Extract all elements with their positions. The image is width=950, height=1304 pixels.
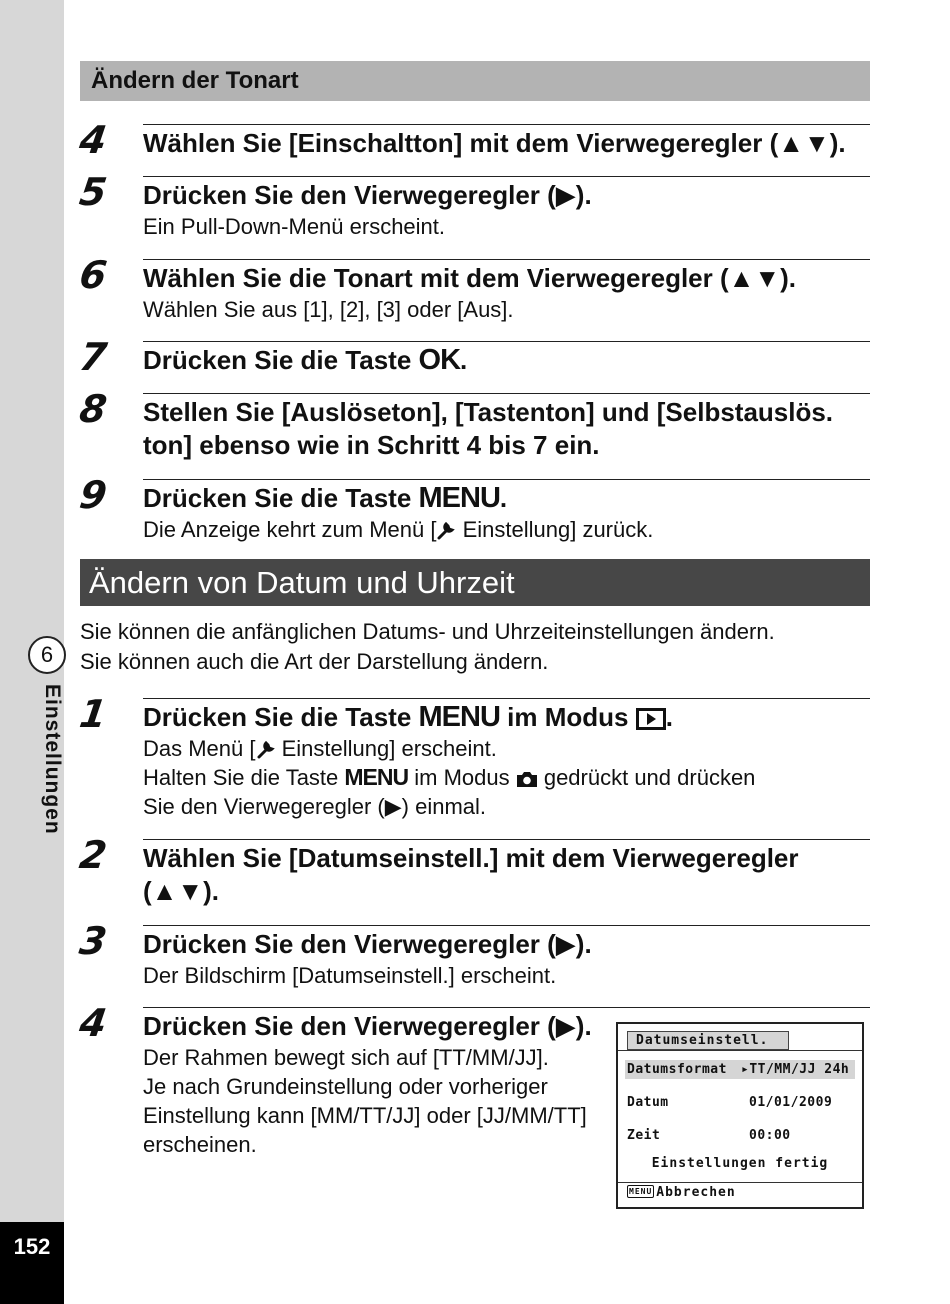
step-description	[143, 515, 870, 544]
row-value: ▸TT/MM/JJ 24h	[741, 1062, 850, 1077]
step-description-line-1: Der Rahmen bewegt sich auf [TT/MM/JJ].	[143, 1045, 549, 1070]
menu-button-icon: MENU	[418, 701, 500, 733]
step-number: 1	[76, 692, 110, 736]
menu-button-icon: MENU	[418, 482, 500, 514]
menu-badge-icon: MENU	[629, 1187, 653, 1196]
step-title-line-2: (▲▼).	[143, 876, 220, 906]
step-number: 6	[76, 253, 110, 297]
cancel-label: Abbrechen	[656, 1185, 736, 1200]
step-number: 9	[76, 473, 110, 517]
step-title: Drücken Sie den Vierwegeregler (▶).	[143, 929, 592, 959]
wrench-icon	[256, 740, 276, 760]
step-description-line-3: Einstellung kann [MM/TT/JJ] oder [JJ/MM/TT]	[143, 1103, 587, 1128]
chapter-number: 6	[28, 636, 66, 674]
desc-text-end: Einstellung] erscheint.	[275, 736, 497, 761]
row-label: Datum	[627, 1095, 669, 1110]
title-text-end: .	[665, 702, 673, 732]
step-title-line-1: Wählen Sie [Datumseinstell.] mit dem Vierwegeregler	[143, 843, 799, 873]
title-text: Drücken Sie die Taste	[143, 702, 419, 732]
row-value: 00:00	[749, 1128, 791, 1143]
screen-row-date	[625, 1093, 855, 1112]
title-text-end: .	[499, 483, 508, 513]
section-intro	[80, 617, 880, 677]
step-title: Wählen Sie die Tonart mit dem Vierwegeregler (▲▼).	[143, 263, 796, 293]
step-title: Wählen Sie [Einschaltton] mit dem Vierwegeregler (▲▼).	[143, 128, 846, 158]
step-title	[143, 701, 870, 734]
chapter-sidebar	[0, 0, 64, 1304]
step-number: 5	[76, 170, 110, 214]
desc-text-end: gedrückt und drücken	[537, 765, 756, 790]
screen-divider	[618, 1050, 862, 1051]
step-description: Wählen Sie aus [1], [2], [3] oder [Aus].	[143, 297, 514, 322]
step-number: 4	[76, 1001, 110, 1045]
desc-text: Das Menü [	[143, 736, 256, 761]
menu-button-icon: MENU	[344, 764, 409, 790]
step-number: 8	[76, 387, 110, 431]
subsection-heading: Ändern der Tonart	[80, 61, 870, 101]
screen-row-date-format	[625, 1060, 855, 1079]
step-description-3: Sie den Vierwegeregler (▶) einmal.	[143, 794, 487, 819]
screen-cancel	[627, 1185, 736, 1200]
ok-button-icon: OK	[418, 344, 461, 376]
step-description-line-2: Je nach Grundeinstellung oder vorheriger	[143, 1074, 548, 1099]
desc-text: Halten Sie die Taste	[143, 765, 345, 790]
row-label: Datumsformat	[627, 1062, 727, 1077]
desc-text: Die Anzeige kehrt zum Menü [	[143, 517, 437, 542]
step-description-line-4: erscheinen.	[143, 1132, 257, 1157]
intro-line-2: Sie können auch die Art der Darstellung ändern.	[80, 649, 549, 674]
step-title: Drücken Sie den Vierwegeregler (▶).	[143, 1011, 592, 1041]
step-number: 7	[76, 335, 110, 379]
row-label: Zeit	[627, 1128, 661, 1143]
screen-row-time	[625, 1126, 855, 1145]
step-title	[143, 482, 870, 515]
camera-icon	[516, 770, 538, 788]
title-text: Drücken Sie die Taste	[143, 483, 419, 513]
intro-line-1: Sie können die anfänglichen Datums- und Uhrzeiteinstellungen ändern.	[80, 619, 775, 644]
step-number: 2	[76, 833, 110, 877]
desc-text-mid: im Modus	[408, 765, 516, 790]
screen-settings-done: Einstellungen fertig	[651, 1156, 829, 1171]
step-title-line-1: Stellen Sie [Auslöseton], [Tastenton] und [Selbstauslös.	[143, 397, 834, 427]
chapter-label: Einstellungen	[41, 684, 64, 835]
title-text-mid: im Modus	[499, 702, 636, 732]
screen-title: Datumseinstell.	[627, 1031, 789, 1050]
step-description: Der Bildschirm [Datumseinstell.] erscheint.	[143, 963, 557, 988]
page-number: 152	[0, 1222, 64, 1304]
step-description: Ein Pull-Down-Menü erscheint.	[143, 214, 446, 239]
step-number: 3	[76, 919, 110, 963]
step-title-line-2: ton] ebenso wie in Schritt 4 bis 7 ein.	[143, 430, 600, 460]
screen-divider	[618, 1182, 862, 1183]
row-value: 01/01/2009	[749, 1095, 833, 1110]
desc-text-end: Einstellung] zurück.	[456, 517, 654, 542]
title-text: Drücken Sie die Taste	[143, 345, 419, 375]
step-description-1	[143, 734, 870, 763]
playback-mode-icon	[636, 708, 666, 730]
step-number: 4	[76, 118, 110, 162]
title-text-end: .	[460, 345, 468, 375]
step-title: Drücken Sie den Vierwegeregler (▶).	[143, 180, 592, 210]
step-title	[143, 344, 870, 377]
wrench-icon	[436, 521, 456, 541]
section-heading: Ändern von Datum und Uhrzeit	[80, 559, 870, 606]
step-description-2	[143, 763, 870, 792]
camera-screen-illustration	[616, 1022, 864, 1209]
